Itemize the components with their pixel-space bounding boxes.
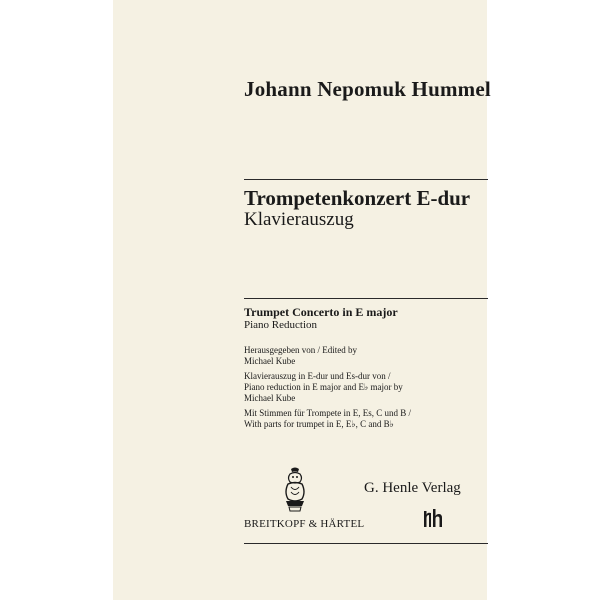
reduction-line-1: Klavierauszug in E-dur und Es-dur von / — [244, 371, 391, 381]
title-english: Trumpet Concerto in E major — [244, 305, 398, 319]
subtitle-german: Klavierauszug — [244, 209, 354, 230]
henle-gh-logo-icon — [421, 507, 445, 531]
divider-top — [244, 179, 488, 180]
parts-line-2: With parts for trumpet in E, E♭, C and B♭ — [244, 419, 394, 429]
composer-name: Johann Nepomuk Hummel — [244, 77, 491, 101]
reduction-line-2: Piano reduction in E major and E♭ major by — [244, 382, 403, 392]
editor-line-2: Michael Kube — [244, 356, 296, 366]
subtitle-english: Piano Reduction — [244, 319, 318, 331]
divider-middle — [244, 298, 488, 299]
divider-bottom — [244, 543, 488, 544]
title-german: Trompetenkonzert E-dur — [244, 186, 471, 210]
editor-line-1: Herausgegeben von / Edited by — [244, 345, 357, 355]
publisher-breitkopf: BREITKOPF & HÄRTEL — [244, 518, 365, 530]
publisher-henle: G. Henle Verlag — [364, 480, 461, 496]
breitkopf-lion-logo-icon — [282, 466, 308, 512]
reduction-line-3: Michael Kube — [244, 393, 296, 403]
parts-line-1: Mit Stimmen für Trompete in E, Es, C und B / — [244, 408, 412, 418]
